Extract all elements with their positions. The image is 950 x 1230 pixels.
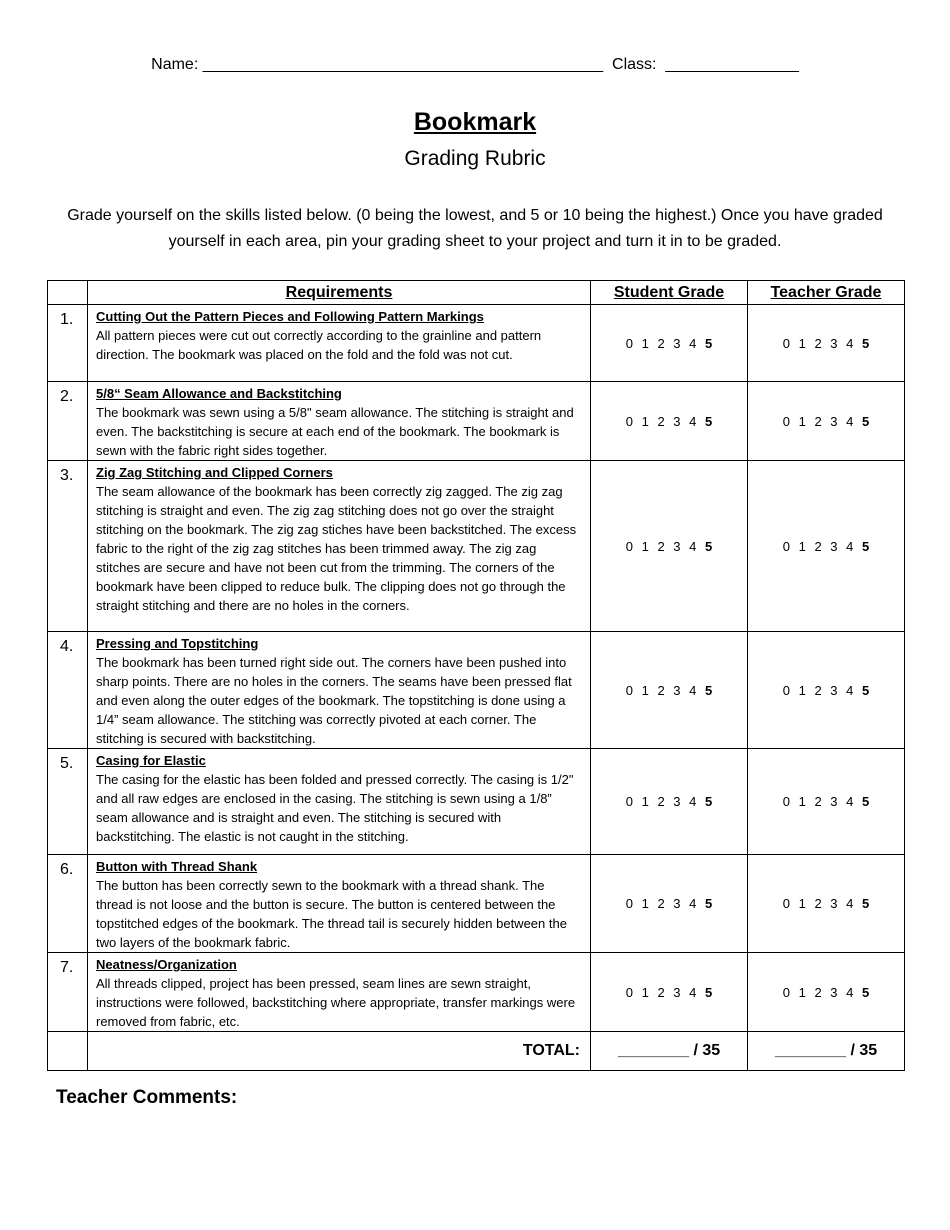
requirements-header: Requirements	[88, 281, 591, 305]
requirement-cell	[88, 632, 591, 749]
teacher-grade-scale[interactable]: 0 1 2 3 4 5	[748, 632, 905, 749]
requirement-title: 5/8“ Seam Allowance and Backstitching	[96, 386, 342, 401]
teacher-comments-label: Teacher Comments:	[56, 1087, 238, 1108]
row-number: 2.	[48, 382, 88, 461]
number-header	[48, 281, 88, 305]
student-grade-scale[interactable]: 0 1 2 3 4 5	[591, 461, 748, 632]
requirement-cell	[88, 855, 591, 953]
total-label: TOTAL:	[88, 1032, 591, 1071]
instructions: Grade yourself on the skills listed below. (0 being the lowest, and 5 or 10 being the highest.) Once you have graded yourself in each area, pin your grading sheet to your project and turn it in to be graded.	[67, 207, 883, 250]
page-subtitle: Grading Rubric	[404, 147, 546, 170]
requirement-description: All threads clipped, project has been pressed, seam lines are sewn straight, instructions were followed, backstitching where appropriate, transfer markings were removed from fabric, etc.	[96, 976, 576, 1029]
row-number: 4.	[48, 632, 88, 749]
table-row	[48, 749, 905, 855]
name-class-line[interactable]: Name: _____________________________________________ Class: _______________	[151, 56, 799, 73]
teacher-grade-scale[interactable]: 0 1 2 3 4 5	[748, 382, 905, 461]
row-number: 7.	[48, 953, 88, 1032]
requirement-cell	[88, 953, 591, 1032]
table-row	[48, 382, 905, 461]
table-row	[48, 461, 905, 632]
requirement-description: The bookmark was sewn using a 5/8" seam allowance. The stitching is straight and even. The backstitching is secure at each end of the bookmark. The bookmark is sewn with the fabric right sides together.	[96, 405, 574, 458]
table-row	[48, 953, 905, 1032]
total-row	[48, 1032, 905, 1071]
row-number: 1.	[48, 305, 88, 382]
total-blank-cell	[48, 1032, 88, 1071]
requirement-description: All pattern pieces were cut out correctly according to the grainline and pattern direction. The bookmark was placed on the fold and the fold was not cut.	[96, 328, 542, 362]
student-grade-scale[interactable]: 0 1 2 3 4 5	[591, 305, 748, 382]
table-row	[48, 632, 905, 749]
requirement-title: Casing for Elastic	[96, 753, 206, 768]
teacher-grade-header: Teacher Grade	[748, 281, 905, 305]
rubric-table	[47, 280, 905, 1071]
requirement-cell	[88, 749, 591, 855]
requirement-cell	[88, 461, 591, 632]
teacher-grade-scale[interactable]: 0 1 2 3 4 5	[748, 749, 905, 855]
student-grade-scale[interactable]: 0 1 2 3 4 5	[591, 953, 748, 1032]
teacher-grade-scale[interactable]: 0 1 2 3 4 5	[748, 953, 905, 1032]
row-number: 6.	[48, 855, 88, 953]
teacher-grade-scale[interactable]: 0 1 2 3 4 5	[748, 305, 905, 382]
requirement-cell	[88, 382, 591, 461]
row-number: 3.	[48, 461, 88, 632]
requirement-title: Pressing and Topstitching	[96, 636, 259, 651]
student-total[interactable]: ________ / 35	[591, 1032, 748, 1071]
requirement-title: Zig Zag Stitching and Clipped Corners	[96, 465, 333, 480]
requirement-description: The bookmark has been turned right side out. The corners have been pushed into sharp points. There are no holes in the corners. The seams have been pressed flat and even along the outer edges of the bookmark. The topstitching is done using a 1/4” seam allowance. The stitching was correctly pivoted at each corner. The stitching is secured with backstitching.	[96, 655, 572, 746]
requirement-description: The casing for the elastic has been folded and pressed correctly. The casing is 1/2" and all raw edges are enclosed in the casing. The stitching is sewn using a 1/8” seam allowance and is straight and even. The stitching is secured with backstitching. The elastic is not caught in the stitching.	[96, 772, 574, 844]
requirement-description: The button has been correctly sewn to the bookmark with a thread shank. The thread is not loose and the button is secure. The button is centered between the topstitched edges of the bookmark. The thread tail is securely hidden between the two layers of the bookmark fabric.	[96, 878, 567, 950]
teacher-total[interactable]: ________ / 35	[748, 1032, 905, 1071]
student-grade-scale[interactable]: 0 1 2 3 4 5	[591, 382, 748, 461]
student-grade-scale[interactable]: 0 1 2 3 4 5	[591, 855, 748, 953]
requirement-cell	[88, 305, 591, 382]
row-number: 5.	[48, 749, 88, 855]
student-grade-scale[interactable]: 0 1 2 3 4 5	[591, 632, 748, 749]
requirement-title: Cutting Out the Pattern Pieces and Following Pattern Markings	[96, 309, 484, 324]
teacher-grade-scale[interactable]: 0 1 2 3 4 5	[748, 855, 905, 953]
requirement-title: Neatness/Organization	[96, 957, 237, 972]
header-row	[48, 281, 905, 305]
page-title: Bookmark	[413, 108, 537, 136]
teacher-grade-scale[interactable]: 0 1 2 3 4 5	[748, 461, 905, 632]
table-row	[48, 855, 905, 953]
student-grade-header: Student Grade	[591, 281, 748, 305]
requirement-title: Button with Thread Shank	[96, 859, 258, 874]
table-row	[48, 305, 905, 382]
requirement-description: The seam allowance of the bookmark has been correctly zig zagged. The zig zag stitching is straight and even. The zig zag stitching does not go over the straight stitching on the bookmark. The zig zag stiches have been backstitched. The excess fabric to the right of the zig zag stitches has been trimmed away. The zig zag stitches are secure and have not been cut from the trimming. The corners of the bookmark have been clipped to reduce bulk. The clipping does not go through the straight stitching and there are no holes in the corners.	[96, 484, 577, 613]
student-grade-scale[interactable]: 0 1 2 3 4 5	[591, 749, 748, 855]
